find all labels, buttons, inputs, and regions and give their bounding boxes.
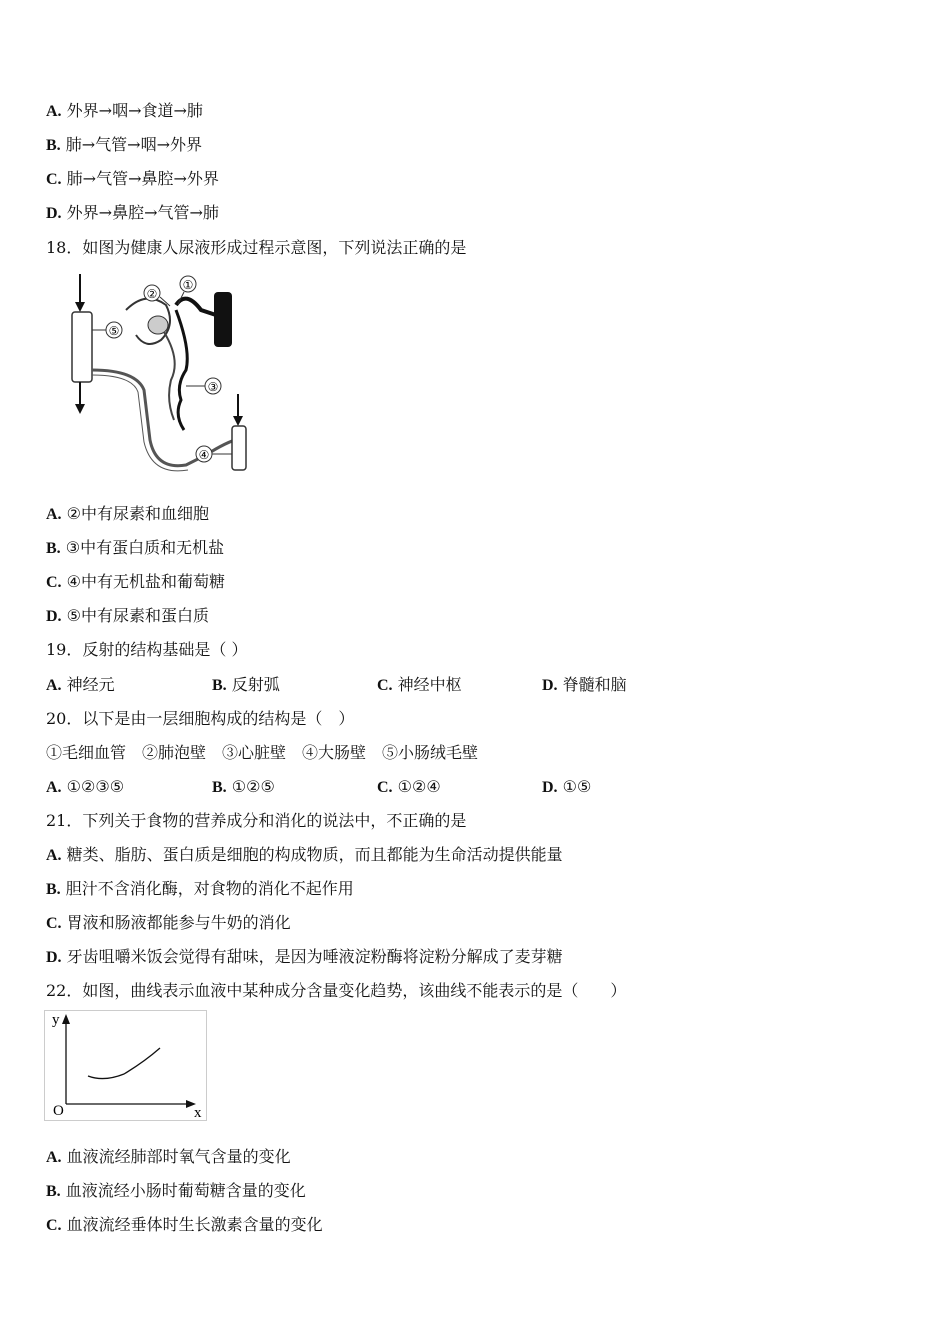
q19-option-d: D. 脊髓和脑 [542,675,627,694]
q19-option-c: C. 神经中枢 [377,675,462,694]
q21-stem: 21．下列关于食物的营养成分和消化的说法中，不正确的是 [46,811,467,830]
q18-option-a: A. ②中有尿素和血细胞 [46,504,210,523]
q21-option-a: A. 糖类、脂肪、蛋白质是细胞的构成物质，而且都能为生命活动提供能量 [46,845,563,864]
q20-stem: 20．以下是由一层细胞构成的结构是（ ） [46,709,355,728]
q22-option-b: B. 血液流经小肠时葡萄糖含量的变化 [46,1181,306,1200]
q22-option-c: C. 血液流经垂体时生长激素含量的变化 [46,1215,323,1234]
q20-option-c: C. ①②④ [377,777,441,796]
q20-option-b: B. ①②⑤ [212,777,275,796]
q19-option-a: A. 神经元 [46,675,115,694]
label-2: ② [146,287,158,301]
q18-option-c: C. ④中有无机盐和葡萄糖 [46,572,226,591]
q21-option-b: B. 胆汁不含消化酶，对食物的消化不起作用 [46,879,354,898]
q21-option-c: C. 胃液和肠液都能参与牛奶的消化 [46,913,291,932]
q20-option-d: D. ①⑤ [542,777,592,796]
label-3: ③ [207,380,219,394]
q18-stem: 18．如图为健康人尿液形成过程示意图，下列说法正确的是 [46,238,467,257]
nephron-diagram [66,270,266,480]
q22-stem: 22．如图，曲线表示血液中某种成分含量变化趋势，该曲线不能表示的是（ ） [46,981,627,1000]
q17-option-c: C. 肺→气管→鼻腔→外界 [46,169,219,188]
label-4: ④ [198,448,210,462]
q18-option-d: D. ⑤中有尿素和蛋白质 [46,606,210,625]
label-5: ⑤ [108,324,120,338]
q21-option-d: D. 牙齿咀嚼米饭会觉得有甜味，是因为唾液淀粉酶将淀粉分解成了麦芽糖 [46,947,563,966]
label-1: ① [182,278,194,292]
q18-option-b: B. ③中有蛋白质和无机盐 [46,538,225,557]
q20-option-a: A. ①②③⑤ [46,777,125,796]
q22-option-a: A. 血液流经肺部时氧气含量的变化 [46,1147,291,1166]
x-axis-label: x [194,1105,202,1121]
y-axis-label: y [52,1012,60,1028]
q19-option-b: B. 反射弧 [212,675,280,694]
origin-label: O [53,1103,64,1119]
q17-option-a: A. 外界→咽→食道→肺 [46,101,203,120]
q17-option-d: D. 外界→鼻腔→气管→肺 [46,203,219,222]
q19-stem: 19．反射的结构基础是（ ） [46,640,248,659]
curve-graph [44,1010,208,1122]
q20-items: ①毛细血管 ②肺泡壁 ③心脏壁 ④大肠壁 ⑤小肠绒毛壁 [46,743,479,762]
trend-curve [88,1048,160,1079]
q17-option-b: B. 肺→气管→咽→外界 [46,135,202,154]
